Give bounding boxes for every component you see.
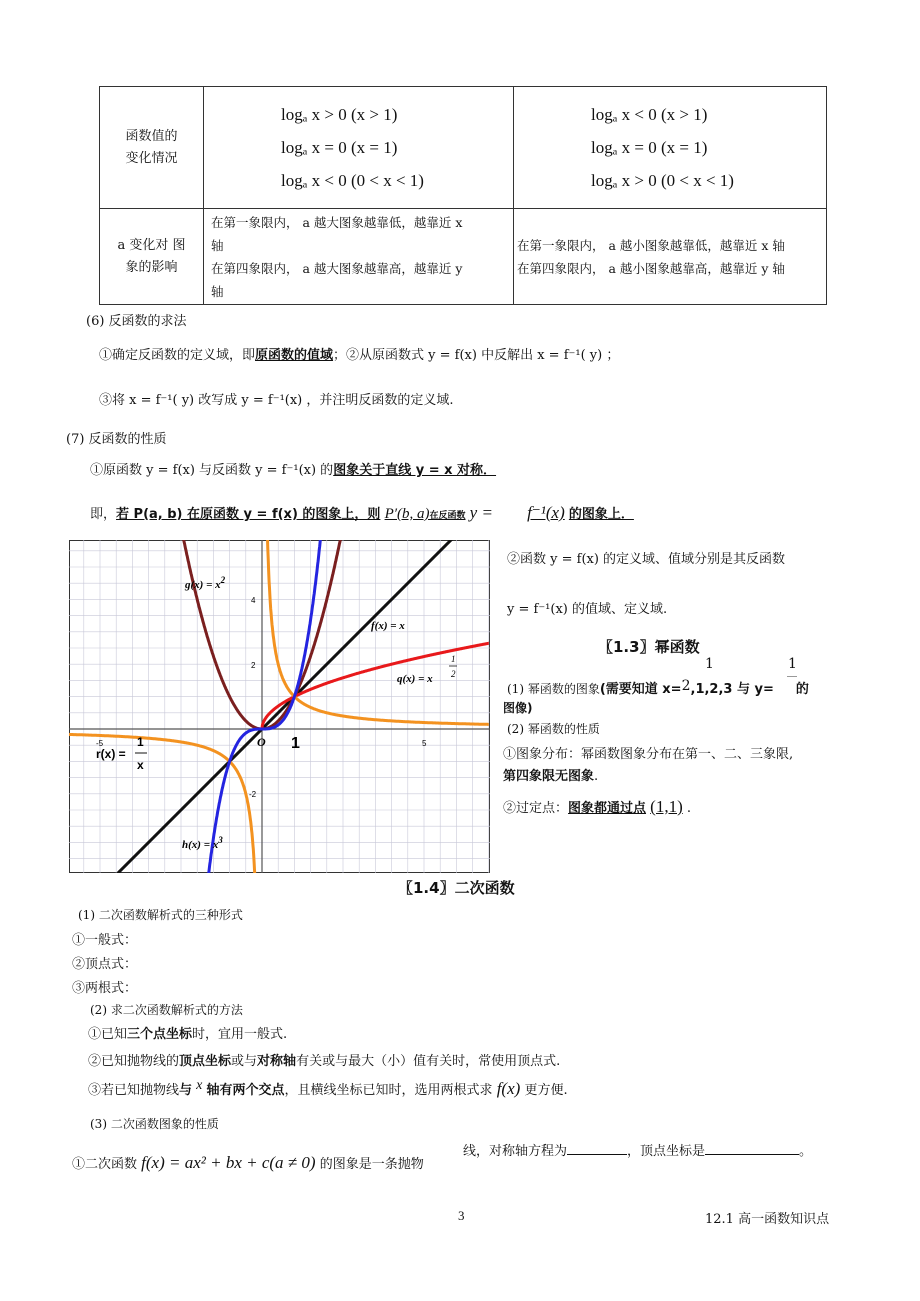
formula: y = (469, 503, 493, 522)
row2-header-line1: a 变化对 图 (117, 237, 186, 253)
power-item-2: (2) 幂函数的性质 (507, 722, 600, 736)
text: 即， (90, 507, 117, 522)
power-item-1 (507, 678, 809, 697)
emphasis: 图象关于直线 y = x 对称． (333, 463, 497, 478)
formula: logₐ x < 0 (x > 1) (591, 105, 708, 124)
emphasis: 与 (179, 1083, 193, 1098)
quad-sec2: (2) 求二次函数解析式的方法 (90, 1003, 243, 1017)
emphasis-small: 在反函数 (429, 511, 466, 521)
text: . (594, 769, 599, 784)
power-fixed-point (503, 797, 691, 817)
g-label: $g(x) = x^2$ (185, 575, 226, 591)
emphasis: ,1,2,3 与 y= (690, 682, 774, 697)
r-label: r(x) = (96, 747, 126, 761)
text: 或与 (231, 1054, 258, 1069)
row1-header (100, 87, 204, 209)
x-symbol: x (196, 1078, 203, 1093)
text: ①原函数 y = f(x) 与反函数 y = f⁻¹(x) 的 (90, 463, 334, 478)
row1-col1 (204, 87, 514, 209)
text: (1) 幂函数的图象 (507, 682, 600, 696)
half-num: 1 (705, 656, 714, 672)
footer-title: 12.1 高一函数知识点 (705, 1212, 830, 1227)
tick-5: 5 (422, 739, 427, 748)
text: ②过定点： (503, 801, 569, 816)
text: 线，对称轴方程为 (463, 1144, 568, 1159)
text: ；②从原函数式 y = f(x) 中反解出 x = f⁻¹( y) ； (333, 348, 620, 363)
vertex-blank (705, 1140, 799, 1155)
tick-4: 4 (251, 596, 256, 605)
quad-prop-1-cont (463, 1140, 812, 1159)
text: 时，宜用一般式. (192, 1027, 288, 1042)
text: 的图象是一条抛物 (319, 1157, 424, 1172)
power-item-1b: 图像) (503, 701, 533, 715)
origin-label: O (257, 735, 266, 749)
row1-header-line2: 变化情况 (125, 150, 178, 166)
emphasis: 对称轴 (257, 1054, 297, 1069)
one-label: 1 (291, 735, 300, 752)
formula: f⁻¹(x) (527, 503, 565, 522)
inverse-step-1 (99, 344, 619, 363)
quad-form-2: ②顶点式： (72, 957, 138, 972)
emphasis: 的图象上． (568, 507, 634, 522)
comment-line: 轴 (211, 237, 224, 253)
row2-col1 (204, 209, 514, 305)
quad-form-1: ①一般式： (72, 933, 138, 948)
formula: logₐ x < 0 (0 < x < 1) (281, 171, 424, 190)
q-exp-den: 2 (451, 669, 456, 679)
quad-method-2 (88, 1050, 560, 1069)
q-exp-num: 1 (451, 654, 456, 664)
emphasis: 若 P(a, b) 在原函数 y = f(x) 的图象上，则 (116, 507, 381, 522)
text: ，且横线坐标已知时，选用两根式求 (284, 1083, 493, 1098)
inverse-prop-2a: ②函数 y = f(x) 的定义域、值域分别是其反函数 (507, 552, 786, 567)
quad-method-1 (88, 1023, 287, 1042)
text: ②已知抛物线的 (88, 1054, 180, 1069)
emphasis: 三个点坐标 (127, 1027, 193, 1042)
text: . (686, 801, 692, 816)
text: ，顶点坐标是 (627, 1144, 706, 1159)
row2-header-line2: 象的影响 (125, 259, 178, 275)
row1-header-line1: 函数值的 (125, 128, 178, 144)
f-label: f(x) = x (371, 620, 405, 632)
log-property-table (99, 86, 827, 305)
row2-col2 (514, 209, 827, 305)
text: 。 (799, 1144, 813, 1159)
text: ①确定反函数的定义域，即 (99, 348, 256, 363)
emphasis: 轴有两个交点 (206, 1083, 285, 1098)
emphasis: 第四象限无图象 (503, 769, 595, 784)
emphasis: 顶点坐标 (179, 1054, 232, 1069)
q-label: q(x) = x (397, 673, 433, 685)
inverse-prop-line (90, 503, 634, 523)
comment-line: 在第一象限内， a 越小图象越靠低，越靠近 x 轴 (517, 237, 785, 253)
r-den: x (137, 758, 144, 772)
tick-neg5: -5 (96, 739, 104, 748)
emphasis: 原函数的值域 (255, 348, 334, 363)
quad-sec3: (3) 二次函数图象的性质 (90, 1117, 219, 1131)
point: (1,1) (650, 797, 683, 816)
formula: logₐ x = 0 (x = 1) (591, 138, 708, 157)
formula: logₐ x = 0 (x = 1) (281, 138, 398, 157)
inverse-prop-2b: y = f⁻¹(x) 的值域、定义域. (507, 602, 668, 617)
power-dist-b (503, 765, 598, 784)
quad-prop-1 (72, 1153, 424, 1173)
inv-num: 1 (788, 656, 797, 672)
tick-2: 2 (251, 661, 256, 670)
comment-line: 在第四象限内， a 越小图象越靠高，越靠近 y 轴 (517, 260, 785, 276)
text: ①二次函数 (72, 1157, 138, 1172)
half-den: 2 (681, 678, 691, 694)
text: 更方便. (524, 1083, 568, 1098)
comment-line: 轴 (211, 283, 224, 299)
emphasis: (需要知道 x= (599, 682, 682, 697)
formula: logₐ x > 0 (x > 1) (281, 105, 398, 124)
quad-form-3: ③两根式： (72, 981, 138, 996)
row2-header (100, 209, 204, 305)
power-heading: 〖1.3〗幂函数 (598, 638, 700, 656)
text: 有关或与最大（小）值有关时，常使用顶点式. (296, 1054, 561, 1069)
inverse-prop-1 (90, 459, 496, 478)
formula: f(x) = ax² + bx + c(a ≠ 0) (141, 1153, 316, 1172)
page-number: 3 (458, 1208, 465, 1223)
quad-method-3 (88, 1078, 568, 1099)
formula: logₐ x > 0 (0 < x < 1) (591, 171, 734, 190)
formula: f(x) (496, 1079, 521, 1098)
axis-blank (567, 1140, 627, 1155)
comment-line: 在第四象限内， a 越大图象越靠高，越靠近 y (211, 260, 463, 276)
tick-neg2: -2 (249, 790, 257, 799)
row1-col2 (514, 87, 827, 209)
power-function-graph (69, 540, 490, 873)
section-6-title: (6) 反函数的求法 (86, 314, 187, 329)
text: ③若已知抛物线 (88, 1083, 180, 1098)
point-symbol: P′(b, a) (384, 506, 430, 522)
h-label: $h(x) = x^3$ (182, 835, 223, 851)
emphasis: 图象都通过点 (568, 801, 647, 816)
fraction-bar (787, 676, 797, 677)
comment-line: 在第一象限内， a 越大图象越靠低，越靠近 x (211, 214, 463, 230)
power-dist-a: ①图象分布：幂函数图象分布在第一、二、三象限, (503, 747, 794, 762)
section-7-title: (7) 反函数的性质 (66, 432, 167, 447)
quadratic-heading: 〖1.4〗二次函数 (398, 879, 515, 897)
text: ①已知 (88, 1027, 128, 1042)
r-num: 1 (137, 735, 144, 749)
quad-sec1: (1) 二次函数解析式的三种形式 (78, 908, 243, 922)
emphasis: 的 (795, 682, 809, 697)
inverse-step-3: ③将 x = f⁻¹( y) 改写成 y = f⁻¹(x) ，并注明反函数的定义域. (99, 393, 454, 408)
